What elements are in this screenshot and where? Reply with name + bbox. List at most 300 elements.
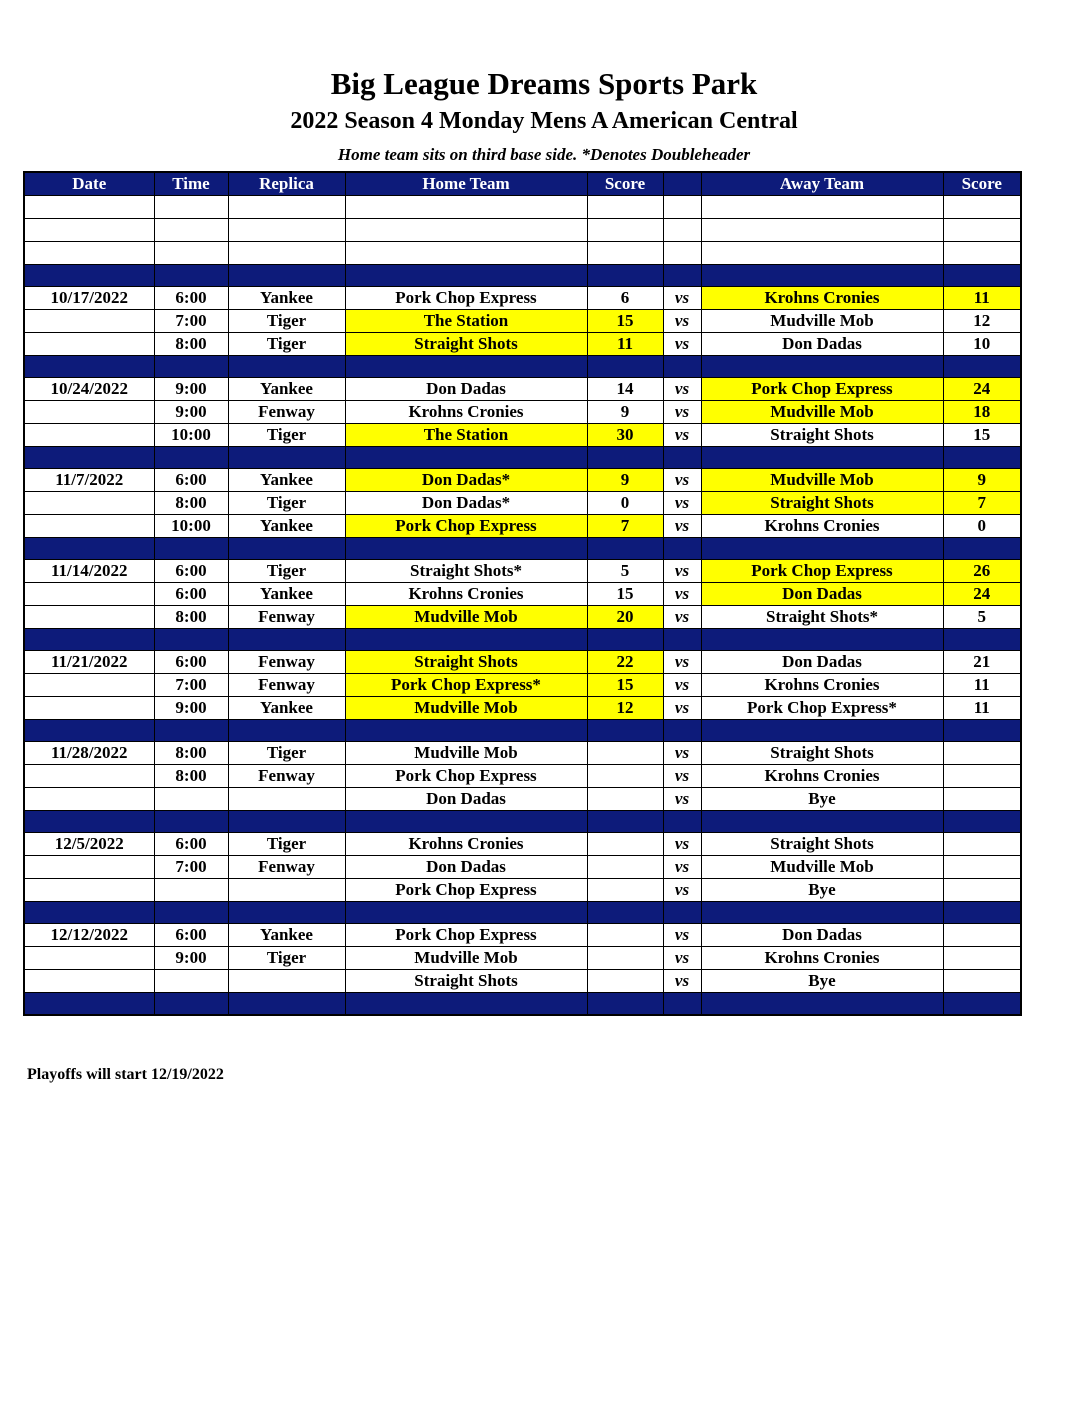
home-team-cell: Pork Chop Express [345,879,587,902]
game-row [24,424,1021,447]
vs-cell [663,265,701,287]
time-cell: 7:00 [154,674,228,697]
time-cell: 9:00 [154,378,228,401]
home-score-cell: 9 [587,401,663,424]
game-row [24,333,1021,356]
vs-cell [663,811,701,833]
away-score-cell [943,219,1021,242]
home-team-cell [345,811,587,833]
game-row [24,606,1021,629]
vs-cell: vs [663,651,701,674]
date-cell [24,697,154,720]
home-team-cell: Straight Shots [345,970,587,993]
schedule-table [23,171,1022,1016]
home-team-cell: The Station [345,424,587,447]
home-team-cell: Pork Chop Express* [345,674,587,697]
time-cell [154,993,228,1016]
home-score-cell: 7 [587,515,663,538]
home-team-cell [345,629,587,651]
replica-cell: Fenway [228,856,345,879]
date-cell [24,970,154,993]
away-score-cell: 15 [943,424,1021,447]
home-team-cell [345,219,587,242]
vs-cell: vs [663,697,701,720]
date-cell [24,879,154,902]
away-score-cell: 24 [943,378,1021,401]
date-cell [24,196,154,219]
away-team-cell: Straight Shots [701,492,943,515]
replica-cell [228,879,345,902]
time-cell: 8:00 [154,333,228,356]
away-team-cell [701,720,943,742]
replica-cell [228,720,345,742]
replica-cell: Tiger [228,947,345,970]
time-cell: 7:00 [154,856,228,879]
away-score-cell: 11 [943,674,1021,697]
away-score-cell [943,242,1021,265]
away-score-cell [943,196,1021,219]
blank-row [24,219,1021,242]
vs-cell: vs [663,424,701,447]
home-score-cell [587,833,663,856]
home-team-cell: Mudville Mob [345,947,587,970]
home-score-cell: 6 [587,287,663,310]
away-team-cell: Straight Shots [701,424,943,447]
replica-cell: Yankee [228,378,345,401]
date-cell [24,811,154,833]
home-score-cell [587,538,663,560]
home-score-cell [587,219,663,242]
away-team-cell: Krohns Cronies [701,674,943,697]
col-header-replica: Replica [228,172,345,196]
home-score-cell [587,811,663,833]
home-score-cell [587,924,663,947]
time-cell: 6:00 [154,287,228,310]
home-team-cell [345,720,587,742]
date-cell [24,993,154,1016]
vs-cell: vs [663,833,701,856]
vs-cell: vs [663,583,701,606]
vs-cell [663,356,701,378]
date-cell: 12/12/2022 [24,924,154,947]
time-cell: 9:00 [154,947,228,970]
date-cell [24,788,154,811]
away-score-cell [943,833,1021,856]
away-team-cell: Pork Chop Express [701,378,943,401]
week-separator-row [24,356,1021,378]
time-cell: 6:00 [154,833,228,856]
vs-cell [663,720,701,742]
home-score-cell [587,196,663,219]
away-score-cell [943,538,1021,560]
time-cell [154,538,228,560]
game-row [24,879,1021,902]
home-team-cell: Don Dadas [345,378,587,401]
vs-cell: vs [663,947,701,970]
home-team-cell: Straight Shots [345,651,587,674]
page-subtitle: 2022 Season 4 Monday Mens A American Central [290,108,798,134]
vs-cell: vs [663,742,701,765]
away-team-cell [701,811,943,833]
away-team-cell: Krohns Cronies [701,287,943,310]
week-separator-row [24,629,1021,651]
home-score-cell: 22 [587,651,663,674]
replica-cell: Yankee [228,924,345,947]
date-cell [24,356,154,378]
vs-cell: vs [663,606,701,629]
replica-cell [228,970,345,993]
game-row [24,970,1021,993]
week-separator-row [24,720,1021,742]
time-cell: 9:00 [154,697,228,720]
replica-cell [228,538,345,560]
vs-cell: vs [663,469,701,492]
home-team-cell: Don Dadas* [345,469,587,492]
game-row [24,469,1021,492]
home-team-cell: Pork Chop Express [345,287,587,310]
vs-cell: vs [663,674,701,697]
replica-cell [228,356,345,378]
vs-cell: vs [663,378,701,401]
date-cell: 11/28/2022 [24,742,154,765]
time-cell [154,720,228,742]
vs-cell: vs [663,879,701,902]
time-cell: 8:00 [154,606,228,629]
game-row [24,492,1021,515]
replica-cell [228,788,345,811]
home-team-cell: Don Dadas [345,788,587,811]
away-score-cell [943,856,1021,879]
away-score-cell [943,947,1021,970]
replica-cell: Fenway [228,401,345,424]
vs-cell: vs [663,287,701,310]
vs-cell [663,447,701,469]
time-cell [154,219,228,242]
home-team-cell [345,356,587,378]
time-cell [154,902,228,924]
col-header-home-team: Home Team [345,172,587,196]
date-cell [24,242,154,265]
home-team-cell: Pork Chop Express [345,924,587,947]
away-team-cell [701,447,943,469]
time-cell [154,629,228,651]
date-cell: 10/24/2022 [24,378,154,401]
replica-cell: Fenway [228,651,345,674]
vs-cell [663,902,701,924]
away-score-cell [943,970,1021,993]
home-score-cell: 0 [587,492,663,515]
home-team-cell [345,993,587,1016]
vs-cell [663,629,701,651]
away-team-cell [701,265,943,287]
time-cell: 6:00 [154,560,228,583]
vs-cell: vs [663,788,701,811]
time-cell: 6:00 [154,651,228,674]
home-team-cell: The Station [345,310,587,333]
away-score-cell: 11 [943,697,1021,720]
away-team-cell [701,993,943,1016]
away-score-cell [943,902,1021,924]
home-team-cell: Pork Chop Express [345,765,587,788]
date-cell [24,447,154,469]
home-team-cell [345,196,587,219]
away-team-cell: Krohns Cronies [701,947,943,970]
home-score-cell: 9 [587,469,663,492]
week-separator-row [24,902,1021,924]
away-score-cell [943,993,1021,1016]
home-team-cell: Mudville Mob [345,697,587,720]
home-team-cell [345,242,587,265]
away-score-cell [943,629,1021,651]
home-score-cell [587,788,663,811]
home-score-cell [587,879,663,902]
date-cell [24,583,154,606]
date-cell: 11/21/2022 [24,651,154,674]
game-row [24,651,1021,674]
time-cell [154,265,228,287]
home-score-cell: 15 [587,674,663,697]
date-cell [24,947,154,970]
date-cell: 11/14/2022 [24,560,154,583]
replica-cell: Tiger [228,833,345,856]
date-cell [24,424,154,447]
header-row [24,172,1021,196]
away-team-cell: Mudville Mob [701,469,943,492]
away-team-cell [701,242,943,265]
replica-cell: Tiger [228,742,345,765]
blank-row [24,196,1021,219]
vs-cell: vs [663,333,701,356]
game-row [24,515,1021,538]
vs-cell: vs [663,560,701,583]
game-row [24,583,1021,606]
time-cell: 8:00 [154,492,228,515]
replica-cell: Yankee [228,697,345,720]
date-cell [24,265,154,287]
away-score-cell: 12 [943,310,1021,333]
home-score-cell [587,742,663,765]
date-cell [24,310,154,333]
date-cell [24,765,154,788]
replica-cell: Tiger [228,560,345,583]
date-cell [24,538,154,560]
home-team-cell: Straight Shots [345,333,587,356]
game-row [24,310,1021,333]
home-score-cell: 15 [587,583,663,606]
away-score-cell: 26 [943,560,1021,583]
away-team-cell: Don Dadas [701,924,943,947]
away-score-cell [943,447,1021,469]
away-team-cell: Don Dadas [701,651,943,674]
playoffs-note: Playoffs will start 12/19/2022 [27,1066,224,1083]
home-score-cell: 14 [587,378,663,401]
replica-cell: Tiger [228,492,345,515]
away-team-cell: Straight Shots* [701,606,943,629]
away-team-cell: Pork Chop Express* [701,697,943,720]
date-cell [24,515,154,538]
date-cell: 10/17/2022 [24,287,154,310]
home-score-cell [587,265,663,287]
away-score-cell [943,811,1021,833]
replica-cell [228,811,345,833]
home-score-cell [587,720,663,742]
away-team-cell: Krohns Cronies [701,515,943,538]
away-team-cell: Mudville Mob [701,310,943,333]
col-header-away-score: Score [943,172,1021,196]
col-header-date: Date [24,172,154,196]
away-score-cell: 11 [943,287,1021,310]
away-team-cell: Bye [701,970,943,993]
week-separator-row [24,811,1021,833]
home-score-cell [587,856,663,879]
home-score-cell [587,902,663,924]
replica-cell: Yankee [228,515,345,538]
away-team-cell [701,538,943,560]
time-cell: 8:00 [154,742,228,765]
schedule-note: Home team sits on third base side. *Denotes Doubleheader [337,145,751,164]
blank-row [24,242,1021,265]
away-score-cell: 18 [943,401,1021,424]
replica-cell: Fenway [228,674,345,697]
time-cell [154,970,228,993]
replica-cell [228,993,345,1016]
time-cell [154,356,228,378]
page-title: Big League Dreams Sports Park [330,66,758,101]
replica-cell: Fenway [228,606,345,629]
time-cell: 10:00 [154,515,228,538]
replica-cell [228,447,345,469]
away-score-cell: 7 [943,492,1021,515]
vs-cell [663,196,701,219]
date-cell [24,606,154,629]
home-score-cell [587,765,663,788]
time-cell: 6:00 [154,583,228,606]
vs-cell: vs [663,765,701,788]
game-row [24,287,1021,310]
home-score-cell [587,242,663,265]
away-team-cell: Straight Shots [701,833,943,856]
game-row [24,674,1021,697]
date-cell [24,629,154,651]
date-cell [24,674,154,697]
game-row [24,924,1021,947]
time-cell [154,196,228,219]
home-team-cell [345,447,587,469]
vs-cell: vs [663,970,701,993]
away-team-cell: Pork Chop Express [701,560,943,583]
away-team-cell: Don Dadas [701,583,943,606]
vs-cell [663,219,701,242]
vs-cell [663,538,701,560]
replica-cell: Tiger [228,333,345,356]
game-row [24,401,1021,424]
game-row [24,765,1021,788]
replica-cell [228,265,345,287]
away-score-cell: 0 [943,515,1021,538]
game-row [24,742,1021,765]
replica-cell [228,629,345,651]
game-row [24,560,1021,583]
replica-cell [228,196,345,219]
home-team-cell [345,538,587,560]
date-cell [24,856,154,879]
home-score-cell: 5 [587,560,663,583]
away-score-cell [943,788,1021,811]
replica-cell [228,902,345,924]
game-row [24,833,1021,856]
time-cell [154,788,228,811]
home-score-cell: 12 [587,697,663,720]
vs-cell [663,993,701,1016]
away-score-cell: 5 [943,606,1021,629]
home-team-cell: Pork Chop Express [345,515,587,538]
away-score-cell: 10 [943,333,1021,356]
home-score-cell [587,993,663,1016]
week-separator-row [24,265,1021,287]
home-score-cell: 15 [587,310,663,333]
home-score-cell [587,356,663,378]
time-cell: 9:00 [154,401,228,424]
replica-cell: Tiger [228,310,345,333]
time-cell [154,242,228,265]
replica-cell [228,219,345,242]
away-team-cell [701,902,943,924]
home-team-cell: Straight Shots* [345,560,587,583]
away-team-cell: Mudville Mob [701,856,943,879]
away-score-cell [943,356,1021,378]
away-team-cell [701,356,943,378]
away-team-cell: Straight Shots [701,742,943,765]
away-team-cell [701,219,943,242]
replica-cell: Yankee [228,583,345,606]
home-team-cell [345,902,587,924]
time-cell [154,879,228,902]
time-cell: 8:00 [154,765,228,788]
week-separator-row [24,447,1021,469]
home-team-cell: Krohns Cronies [345,583,587,606]
home-team-cell [345,265,587,287]
schedule-body [24,196,1021,1016]
vs-cell: vs [663,310,701,333]
time-cell [154,811,228,833]
replica-cell: Fenway [228,765,345,788]
away-team-cell [701,629,943,651]
date-cell: 12/5/2022 [24,833,154,856]
game-row [24,378,1021,401]
replica-cell: Yankee [228,287,345,310]
vs-cell: vs [663,515,701,538]
col-header-time: Time [154,172,228,196]
away-score-cell [943,879,1021,902]
home-team-cell: Mudville Mob [345,742,587,765]
home-score-cell [587,970,663,993]
date-cell [24,720,154,742]
away-score-cell [943,265,1021,287]
replica-cell [228,242,345,265]
away-score-cell [943,924,1021,947]
home-team-cell: Krohns Cronies [345,833,587,856]
away-score-cell: 9 [943,469,1021,492]
replica-cell: Tiger [228,424,345,447]
col-header-home-score: Score [587,172,663,196]
home-score-cell [587,447,663,469]
home-score-cell [587,947,663,970]
week-separator-row [24,993,1021,1016]
time-cell [154,447,228,469]
home-team-cell: Krohns Cronies [345,401,587,424]
home-score-cell: 11 [587,333,663,356]
game-row [24,947,1021,970]
